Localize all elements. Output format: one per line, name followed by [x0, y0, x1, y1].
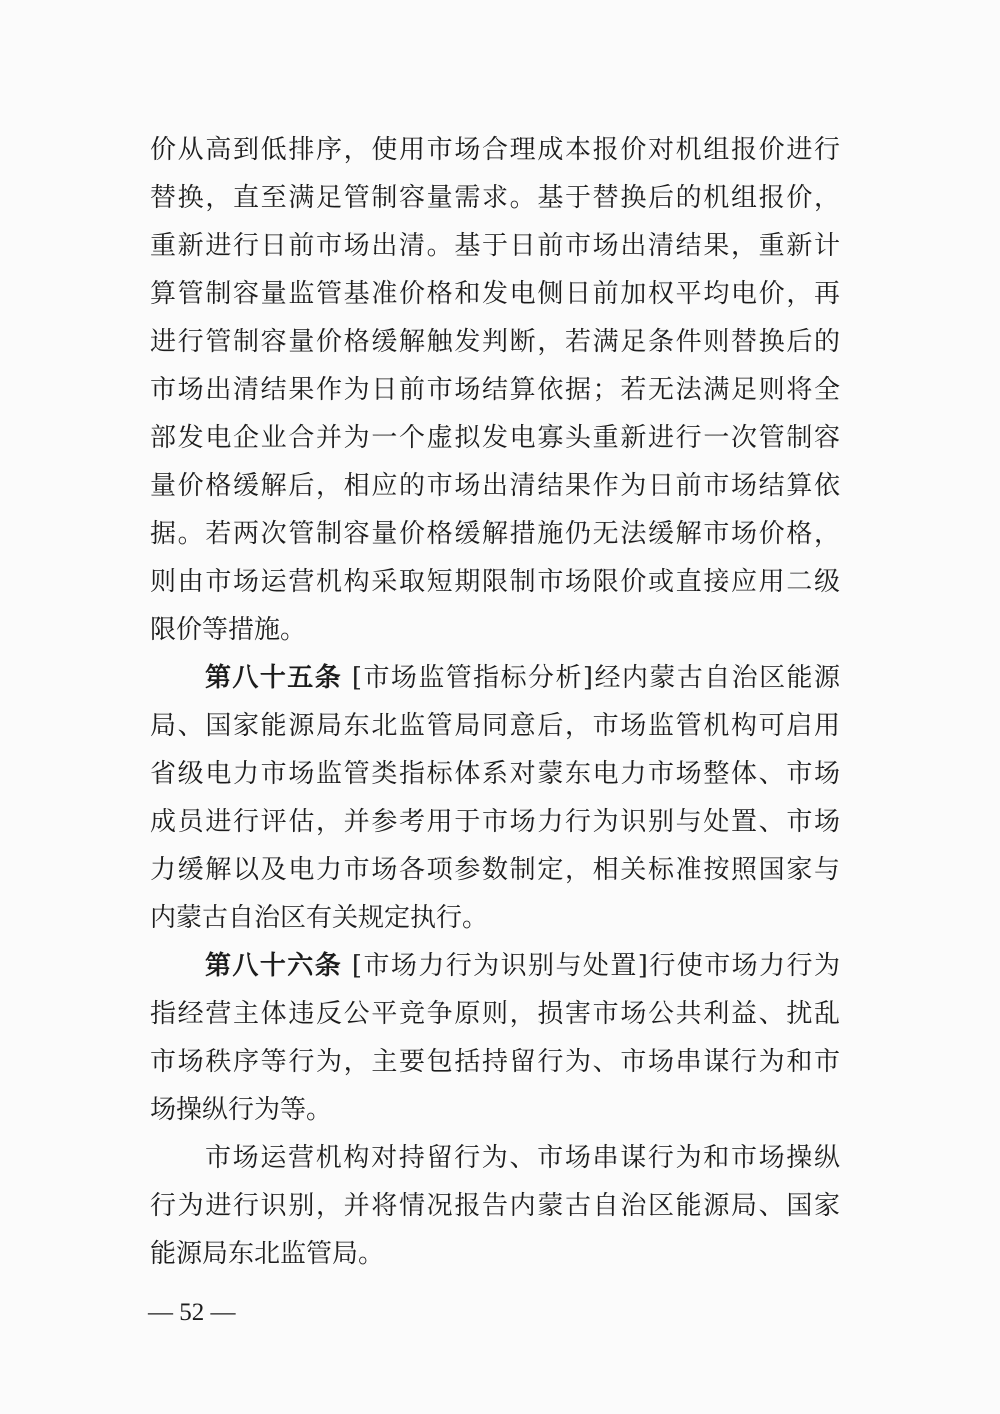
- text-line: 省级电力市场监管类指标体系对蒙东电力市场整体、市场: [150, 759, 840, 789]
- text-line: 则由市场运营机构采取短期限制市场限价或直接应用二级: [150, 567, 840, 597]
- text-line: 替换，直至满足管制容量需求。基于替换后的机组报价，: [150, 183, 840, 213]
- text-line: 限价等措施。: [150, 615, 307, 645]
- text-line: 能源局东北监管局。: [150, 1239, 385, 1269]
- text-line: 进行管制容量价格缓解触发判断，若满足条件则替换后的: [150, 327, 840, 357]
- text-line: 市场出清结果作为日前市场结算依据；若无法满足则将全: [150, 375, 840, 405]
- text-line: 量价格缓解后，相应的市场出清结果作为日前市场结算依: [150, 471, 840, 501]
- text-line: 指经营主体违反公平竞争原则，损害市场公共利益、扰乱: [150, 999, 840, 1029]
- article-86-heading: 第八十六条: [205, 951, 343, 981]
- text-line: 市场秩序等行为，主要包括持留行为、市场串谋行为和市: [150, 1047, 840, 1077]
- text-line: 价从高到低排序，使用市场合理成本报价对机组报价进行: [150, 135, 840, 165]
- text-line: 据。若两次管制容量价格缓解措施仍无法缓解市场价格，: [150, 519, 840, 549]
- article-86-first-line: [205, 946, 840, 986]
- article-85-first-line-text: [市场监管指标分析]经内蒙古自治区能源: [342, 663, 840, 693]
- text-line: 场操纵行为等。: [150, 1095, 333, 1125]
- text-line: 重新进行日前市场出清。基于日前市场出清结果，重新计: [150, 231, 840, 261]
- page-number: — 52 —: [148, 1299, 236, 1326]
- text-line: 内蒙古自治区有关规定执行。: [150, 903, 489, 933]
- text-line: 局、国家能源局东北监管局同意后，市场监管机构可启用: [150, 711, 840, 741]
- text-line: 市场运营机构对持留行为、市场串谋行为和市场操纵: [205, 1143, 840, 1173]
- text-line: 行为进行识别，并将情况报告内蒙古自治区能源局、国家: [150, 1191, 840, 1221]
- article-85-heading: 第八十五条: [205, 663, 343, 693]
- text-line: 部发电企业合并为一个虚拟发电寡头重新进行一次管制容: [150, 423, 840, 453]
- article-85-first-line: [205, 658, 840, 698]
- text-line: 成员进行评估，并参考用于市场力行为识别与处置、市场: [150, 807, 840, 837]
- article-86-first-line-text: [市场力行为识别与处置]行使市场力行为: [342, 951, 840, 981]
- text-line: 算管制容量监管基准价格和发电侧日前加权平均电价，再: [150, 279, 840, 309]
- text-line: 力缓解以及电力市场各项参数制定，相关标准按照国家与: [150, 855, 840, 885]
